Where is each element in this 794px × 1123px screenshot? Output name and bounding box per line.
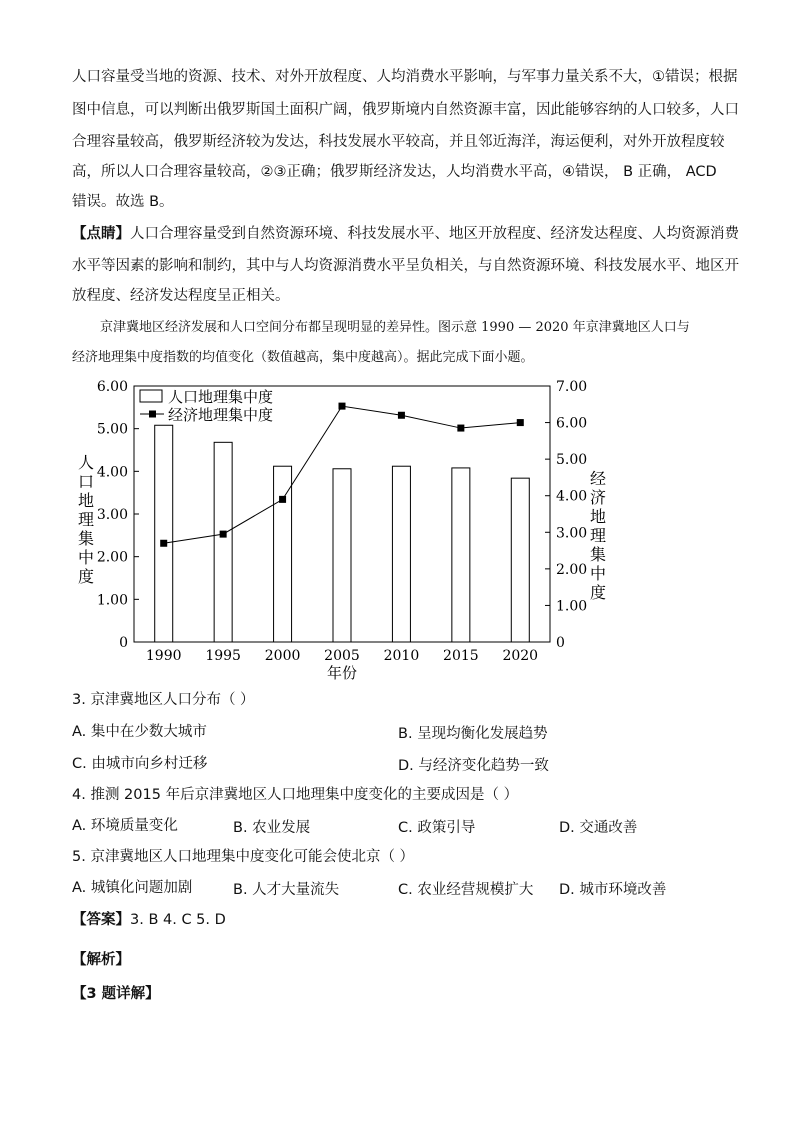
x-axis-label: 年份 xyxy=(326,664,358,682)
analysis-line: 图中信息，可以判断出俄罗斯国土面积广阔，俄罗斯境内自然资源丰富，因此能够容纳的人口较多，人口 xyxy=(72,102,739,118)
legend-bar-label: 人口地理集中度 xyxy=(168,388,274,406)
y-axis-left-label: 口 xyxy=(77,472,95,491)
bar-2005 xyxy=(333,469,351,642)
y-axis-left-label: 中 xyxy=(77,548,95,567)
analysis-line: 错误。故选 B。 xyxy=(72,194,174,210)
x-tick-label: 1995 xyxy=(205,648,241,664)
option-a: A. 集中在少数大城市 xyxy=(72,724,207,740)
option-b: B. 人才大量流失 xyxy=(233,882,340,898)
right-tick-label: 4.00 xyxy=(556,488,588,505)
option-d: D. 城市环境改善 xyxy=(559,882,667,898)
bar-2010 xyxy=(392,466,410,642)
right-tick-label: 6.00 xyxy=(556,415,588,432)
x-tick-label: 1990 xyxy=(145,648,182,664)
right-tick-label: 0 xyxy=(556,635,565,651)
left-tick-label: 1.00 xyxy=(96,592,128,609)
x-tick-label: 2005 xyxy=(324,648,360,664)
x-tick-label: 2010 xyxy=(383,648,420,664)
bar-1995 xyxy=(214,442,232,642)
answer-line xyxy=(72,910,226,930)
y-axis-right-label: 济 xyxy=(589,488,607,507)
option-c: C. 由城市向乡村迁移 xyxy=(72,756,208,772)
bar-2000 xyxy=(274,466,292,642)
bar-2020 xyxy=(511,478,529,642)
detail-heading: 【3 题详解】 xyxy=(72,986,160,1002)
analysis-line: 合理容量较高，俄罗斯经济较为发达，科技发展水平较高，并且邻近海洋，海运便利，对外开放程度较 xyxy=(72,134,725,150)
left-tick-label: 6.00 xyxy=(96,379,128,395)
y-axis-left-label: 人 xyxy=(77,453,95,472)
analysis-heading: 【解析】 xyxy=(72,952,130,968)
right-tick-label: 1.00 xyxy=(556,598,588,615)
option-a: A. 环境质量变化 xyxy=(72,818,178,834)
left-tick-label: 2.00 xyxy=(96,549,128,566)
right-tick-label: 2.00 xyxy=(556,561,588,578)
y-axis-right-label: 中 xyxy=(589,564,607,583)
comment-line: 放程度、经济发达程度呈正相关。 xyxy=(72,288,290,304)
bar-2015 xyxy=(452,468,470,642)
option-a: A. 城镇化问题加剧 xyxy=(72,880,193,896)
y-axis-right-label: 集 xyxy=(589,545,607,564)
y-axis-left-label: 地 xyxy=(77,491,95,510)
bar-1990 xyxy=(155,425,173,642)
x-tick-label: 2000 xyxy=(264,648,301,664)
economic-point-1995 xyxy=(220,531,227,538)
left-tick-label: 4.00 xyxy=(96,464,128,481)
y-axis-right-label: 度 xyxy=(589,583,607,602)
y-axis-left-label: 度 xyxy=(77,567,95,586)
y-axis-right-label: 地 xyxy=(589,507,607,526)
comment-text: 人口合理容量受到自然资源环境、科技发展水平、地区开放程度、经济发达程度、人均资源消费 xyxy=(130,226,739,242)
right-tick-label: 5.00 xyxy=(556,452,588,469)
economic-point-2020 xyxy=(517,419,524,426)
option-b: B. 农业发展 xyxy=(233,820,311,836)
question-stem: 5. 京津冀地区人口地理集中度变化可能会使北京（ ） xyxy=(72,849,415,865)
option-c: C. 政策引导 xyxy=(398,820,476,836)
left-tick-label: 5.00 xyxy=(96,421,128,438)
left-tick-label: 0 xyxy=(119,635,128,651)
y-axis-left-label: 理 xyxy=(77,510,95,529)
dual-axis-chart xyxy=(60,372,620,690)
answer-text: 3. B 4. C 5. D xyxy=(130,912,226,928)
economic-point-2005 xyxy=(339,403,346,410)
economic-point-2010 xyxy=(398,412,405,419)
analysis-line: 高，所以人口合理容量较高，②③正确；俄罗斯经济发达，人均消费水平高，④错误， B 正确， ACD xyxy=(72,164,717,180)
y-axis-right-label: 经 xyxy=(589,469,607,488)
y-axis-right-label: 理 xyxy=(589,526,607,545)
question-stem: 4. 推测 2015 年后京津冀地区人口地理集中度变化的主要成因是（ ） xyxy=(72,787,519,803)
comment-line xyxy=(72,224,739,244)
y-axis-left-label: 集 xyxy=(77,529,95,548)
economic-point-1990 xyxy=(160,540,167,547)
intro-line: 经济地理集中度指数的均值变化（数值越高，集中度越高）。据此完成下面小题。 xyxy=(72,350,534,365)
comment-tag: 【点睛】 xyxy=(72,226,130,242)
intro-line: 京津冀地区经济发展和人口空间分布都呈现明显的差异性。图示意 1990 — 2020 年京津冀地区人口与 xyxy=(100,320,690,335)
option-d: D. 与经济变化趋势一致 xyxy=(398,758,549,774)
economic-point-2015 xyxy=(457,425,464,432)
analysis-line: 人口容量受当地的资源、技术、对外开放程度、人均消费水平影响，与军事力量关系不大，①错误；根据 xyxy=(72,69,738,85)
option-c: C. 农业经营规模扩大 xyxy=(398,882,534,898)
legend-line-marker xyxy=(149,411,156,418)
economic-point-2000 xyxy=(279,496,286,503)
legend-bar-swatch xyxy=(140,390,162,402)
legend-line-label: 经济地理集中度 xyxy=(168,406,274,424)
comment-line: 水平等因素的影响和制约，其中与人均资源消费水平呈负相关，与自然资源环境、科技发展水平、地区开 xyxy=(72,258,739,274)
x-tick-label: 2015 xyxy=(443,648,479,664)
right-tick-label: 3.00 xyxy=(556,525,588,542)
option-d: D. 交通改善 xyxy=(559,820,638,836)
left-tick-label: 3.00 xyxy=(96,507,128,523)
right-tick-label: 7.00 xyxy=(556,379,588,395)
question-stem: 3. 京津冀地区人口分布（ ） xyxy=(72,692,255,708)
answer-tag: 【答案】 xyxy=(72,912,130,928)
option-b: B. 呈现均衡化发展趋势 xyxy=(398,726,548,742)
x-tick-label: 2020 xyxy=(502,648,539,664)
